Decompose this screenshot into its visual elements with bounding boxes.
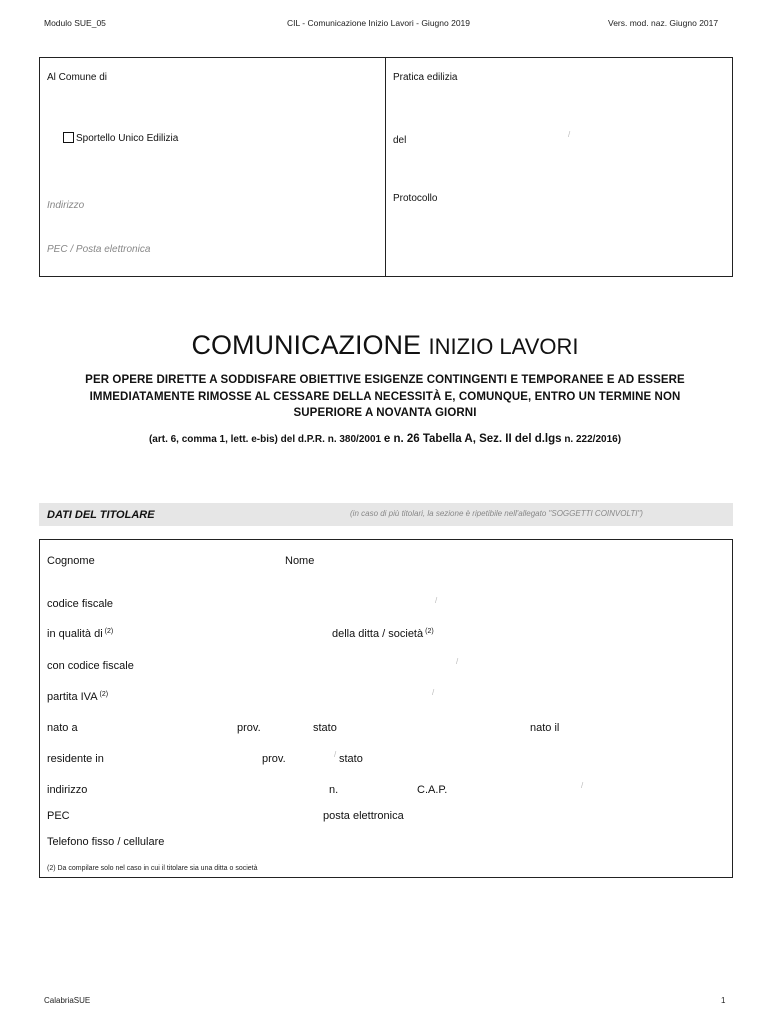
indirizzo-field[interactable]: Indirizzo (47, 200, 85, 211)
in-qualita-footnote-ref: (2) (104, 628, 114, 635)
cognome-field[interactable]: Cognome (47, 555, 95, 567)
posta-elettronica-field[interactable]: posta elettronica (323, 810, 404, 822)
in-qualita-field[interactable] (47, 628, 113, 640)
pec-titolare-field[interactable]: PEC (47, 810, 70, 822)
footnote: (2) Da compilare solo nel caso in cui il titolare sia una ditta o società (47, 865, 258, 872)
ditta-field[interactable] (332, 628, 434, 640)
page-number: 1 (721, 996, 726, 1005)
in-qualita-label: in qualità di (47, 628, 103, 640)
title-main: COMUNICAZIONE (191, 330, 422, 360)
del-label: del (393, 135, 407, 146)
numero-civico-field[interactable]: n. (329, 784, 339, 796)
legal-reference-c: n. 222/2016) (564, 434, 622, 445)
nato-a-field[interactable]: nato a (47, 722, 78, 734)
comune-label: Al Comune di (47, 72, 108, 83)
cap-field[interactable]: C.A.P. (417, 784, 448, 796)
legal-reference (60, 433, 710, 445)
header-form-code: Modulo SUE_05 (44, 18, 106, 28)
header-form-title: CIL - Comunicazione Inizio Lavori - Giugno 2019 (287, 18, 471, 28)
document-title (0, 330, 770, 361)
nome-field[interactable]: Nome (285, 555, 315, 567)
field-mark: / (581, 781, 584, 790)
title-main-small: INIZIO LAVORI (428, 334, 579, 359)
prov-residenza-field[interactable]: prov. (262, 753, 286, 765)
sportello-label: Sportello Unico Edilizia (76, 133, 179, 144)
pratica-label: Pratica edilizia (393, 72, 458, 83)
nato-il-field[interactable]: nato il (530, 722, 560, 734)
ditta-label: della ditta / società (332, 628, 424, 640)
prov-nascita-field[interactable]: prov. (237, 722, 261, 734)
recipient-box-divider (385, 57, 386, 277)
con-codice-fiscale-field[interactable]: con codice fiscale (47, 660, 134, 672)
protocollo-label: Protocollo (393, 193, 438, 204)
ditta-footnote-ref: (2) (425, 628, 434, 635)
document-subtitle: PER OPERE DIRETTE A SODDISFARE OBIETTIVE ESIGENZE CONTINGENTI E TEMPORANEE E AD ESSERE IMMEDIATAMENTE RIMOSSE AL CESSARE DELLA NECESSITÀ E, COMUNQUE, ENTRO UN TERMINE NON SUPERIORE A NOVANTA GIORNI (85, 374, 685, 419)
field-mark: / (456, 657, 459, 666)
section-title: DATI DEL TITOLARE (47, 509, 155, 521)
stato-residenza-field[interactable]: stato (339, 753, 363, 765)
sportello-checkbox[interactable] (63, 132, 74, 143)
date-separator-mark: / (568, 130, 571, 139)
titolare-box (39, 539, 733, 878)
footer-brand: CalabriaSUE (44, 996, 91, 1005)
section-note: (in caso di più titolari, la sezione è ripetibile nell'allegato "SOGGETTI COINVOLTI") (350, 509, 643, 518)
residente-in-field[interactable]: residente in (47, 753, 104, 765)
partita-iva-field[interactable] (47, 691, 108, 703)
header-version: Vers. mod. naz. Giugno 2017 (608, 18, 719, 28)
partita-iva-footnote-ref: (2) (99, 691, 109, 698)
pec-field[interactable]: PEC / Posta elettronica (47, 244, 151, 255)
field-mark: / (435, 596, 438, 605)
sportello-option[interactable] (63, 132, 178, 144)
codice-fiscale-field[interactable]: codice fiscale (47, 598, 114, 610)
partita-iva-label: partita IVA (47, 691, 98, 703)
indirizzo-residenza-field[interactable]: indirizzo (47, 784, 88, 796)
field-mark: / (334, 750, 337, 759)
legal-reference-a: (art. 6, comma 1, lett. e-bis) del d.P.R. n. 380/2001 (148, 434, 382, 445)
legal-reference-b: e n. 26 Tabella A, Sez. II del d.lgs (383, 433, 562, 445)
stato-nascita-field[interactable]: stato (313, 722, 337, 734)
field-mark: / (432, 688, 435, 697)
telefono-field[interactable]: Telefono fisso / cellulare (47, 836, 165, 848)
